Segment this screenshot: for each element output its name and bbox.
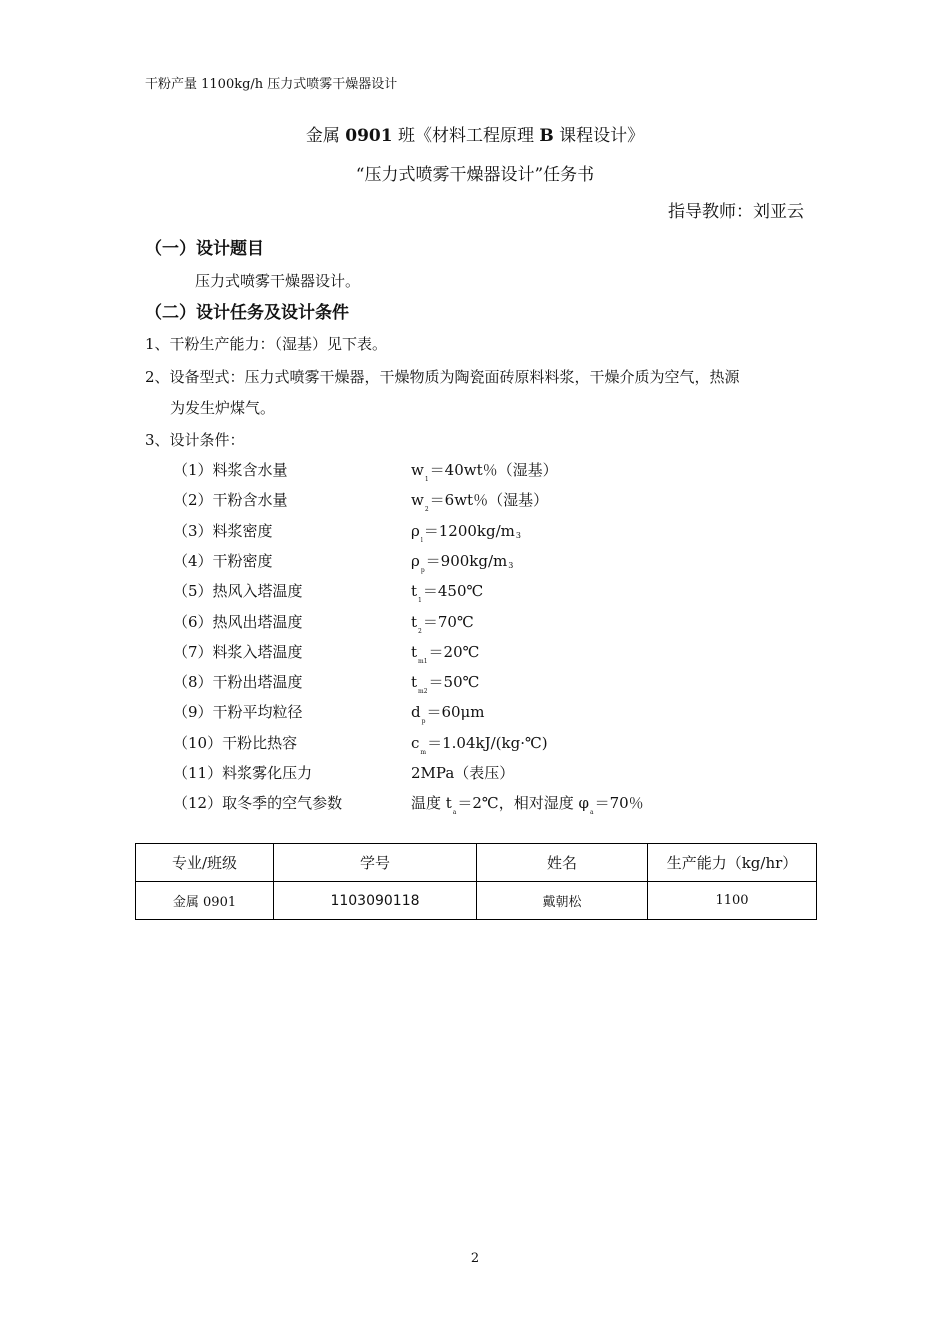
condition-label: （11）料浆雾化压力 — [173, 764, 313, 782]
condition-value — [411, 611, 474, 635]
condition-value-text: ＝70％ — [594, 794, 644, 812]
condition-label: （4）干粉密度 — [173, 552, 273, 570]
advisor-line: 指导教师：刘亚云 — [668, 202, 804, 222]
condition-subscript: 2 — [424, 506, 429, 513]
condition-label: （2）干粉含水量 — [173, 491, 288, 509]
task-item-3: 3、设计条件： — [145, 431, 245, 449]
condition-subscript: p — [420, 567, 425, 574]
condition-superscript: 3 — [515, 531, 521, 540]
condition-value — [411, 489, 548, 513]
condition-value-text: ＝1.04kJ/(kg·℃) — [427, 734, 548, 752]
condition-symbol: t — [411, 643, 418, 661]
condition-symbol: w — [411, 461, 424, 479]
condition-label: （12）取冬季的空气参数 — [173, 794, 343, 812]
condition-subscript: m1 — [418, 658, 428, 665]
document-title — [0, 121, 950, 146]
condition-symbol: 温度 t — [411, 794, 452, 812]
condition-value-text: ＝50℃ — [428, 673, 480, 691]
condition-subscript: a — [452, 809, 457, 816]
condition-value-text: ＝450℃ — [422, 582, 484, 600]
condition-value — [411, 520, 521, 544]
condition-label: （3）料浆密度 — [173, 522, 273, 540]
task-item-2-line1: 2、设备型式：压力式喷雾干燥器，干燥物质为陶瓷面砖原料料浆，干燥介质为空气，热源 — [145, 368, 740, 386]
condition-value — [411, 459, 558, 483]
title-class-number: 0901 — [345, 126, 393, 146]
title-part: 班《材料工程原理 — [392, 126, 540, 146]
condition-symbol: d — [411, 703, 421, 721]
student-info-table — [135, 843, 817, 920]
title-course-letter: B — [539, 126, 554, 146]
condition-value-text: ＝2℃，相对湿度 φ — [457, 794, 589, 812]
condition-subscript: 1 — [418, 597, 422, 604]
condition-symbol: ρ — [411, 522, 420, 540]
condition-value — [411, 701, 485, 725]
condition-symbol: c — [411, 734, 420, 752]
table-header-cell: 学号 — [274, 844, 477, 882]
task-item-2-line2: 为发生炉煤气。 — [170, 399, 276, 417]
table-header-cell: 专业/班级 — [136, 844, 274, 882]
condition-label: （9）干粉平均粒径 — [173, 703, 303, 721]
condition-value — [411, 762, 514, 783]
table-header-cell: 生产能力（kg/hr） — [648, 844, 817, 882]
condition-label: （7）料浆入塔温度 — [173, 643, 303, 661]
condition-value-text: ＝900kg/m — [425, 552, 508, 570]
condition-symbol: t — [411, 673, 418, 691]
condition-symbol: t — [411, 613, 418, 631]
condition-value-text: ＝20℃ — [428, 643, 480, 661]
table-header-row — [136, 844, 817, 882]
table-row — [136, 882, 817, 920]
table-cell-capacity: 1100 — [648, 882, 817, 920]
page-header: 干粉产量 1100kg/h 压力式喷雾干燥器设计 — [145, 77, 398, 92]
condition-subscript: 2 — [418, 628, 422, 635]
title-part: 课程设计》 — [553, 126, 645, 146]
condition-subscript: p — [421, 718, 426, 725]
condition-label: （8）干粉出塔温度 — [173, 673, 303, 691]
condition-value — [411, 732, 548, 756]
section1-heading: （一）设计题目 — [145, 239, 264, 259]
condition-value — [411, 671, 479, 695]
condition-value-text: ＝6wt％（湿基） — [429, 491, 549, 509]
condition-subscript: l — [420, 537, 423, 544]
table-cell-class: 金属 0901 — [136, 882, 274, 920]
page-number: 2 — [470, 1251, 480, 1266]
condition-value-text: ＝60μm — [426, 703, 485, 721]
condition-label: （1）料浆含水量 — [173, 461, 288, 479]
condition-subscript: m2 — [418, 688, 428, 695]
title-part: 金属 — [305, 126, 346, 146]
condition-label: （10）干粉比热容 — [173, 734, 298, 752]
condition-value — [411, 550, 513, 574]
condition-value-text: ＝40wt％（湿基） — [429, 461, 558, 479]
section2-heading: （二）设计任务及设计条件 — [145, 303, 349, 323]
condition-symbol: 2MPa（表压） — [411, 764, 515, 782]
section1-content: 压力式喷雾干燥器设计。 — [195, 272, 361, 290]
condition-symbol: w — [411, 491, 424, 509]
condition-label: （6）热风出塔温度 — [173, 613, 303, 631]
table-cell-name: 戴朝松 — [477, 882, 648, 920]
document-subtitle: “压力式喷雾干燥器设计”任务书 — [355, 165, 595, 185]
condition-subscript: m — [420, 749, 427, 756]
condition-value — [411, 580, 483, 604]
condition-subscript: a — [589, 809, 594, 816]
task-item-1: 1、干粉生产能力：（湿基）见下表。 — [145, 335, 388, 353]
condition-value-text: ＝1200kg/m — [423, 522, 515, 540]
table-header-cell: 姓名 — [477, 844, 648, 882]
table-cell-student-id: 1103090118 — [274, 882, 477, 920]
condition-superscript: 3 — [508, 561, 514, 570]
condition-value — [411, 641, 479, 665]
condition-value-text: ＝70℃ — [422, 613, 474, 631]
condition-subscript: 1 — [424, 476, 429, 483]
condition-value — [411, 792, 644, 816]
condition-symbol: t — [411, 582, 418, 600]
condition-label: （5）热风入塔温度 — [173, 582, 303, 600]
condition-symbol: ρ — [411, 552, 420, 570]
